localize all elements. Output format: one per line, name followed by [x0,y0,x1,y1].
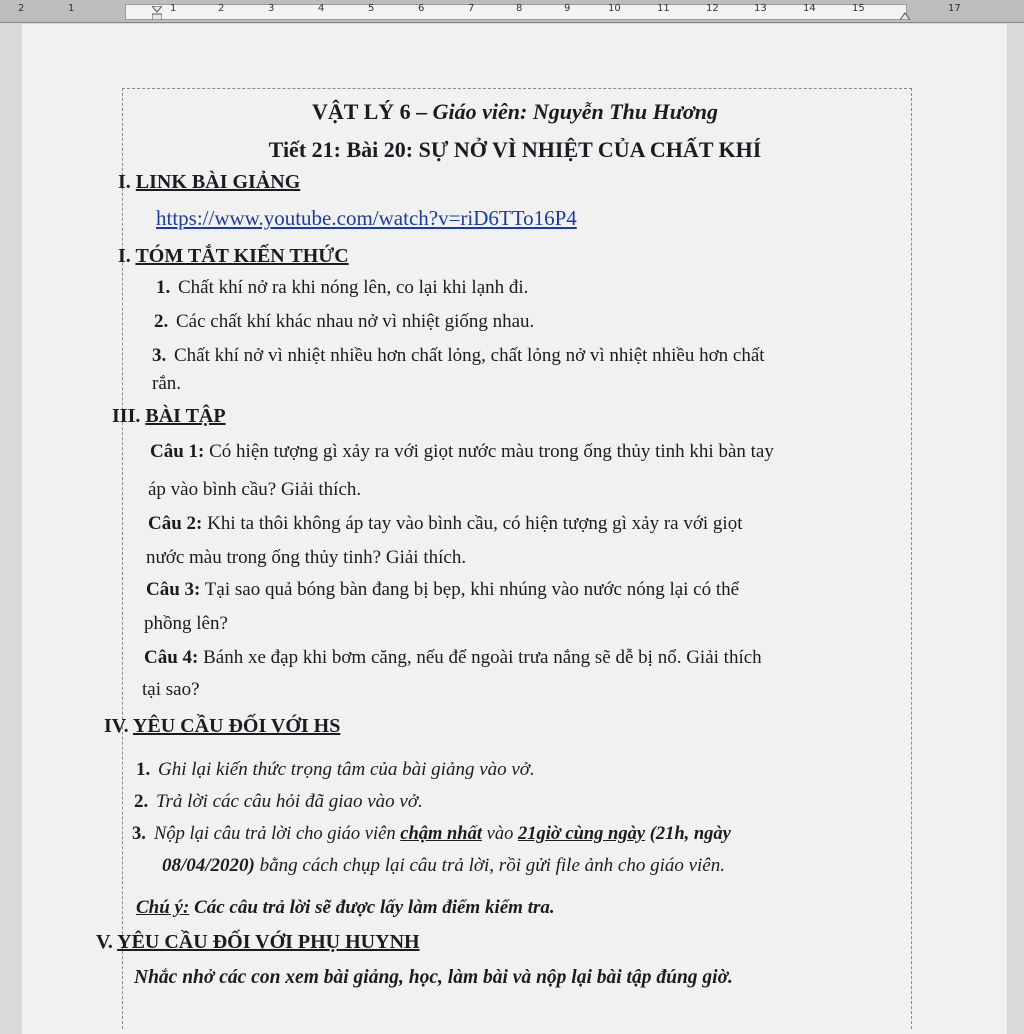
item-text: Nộp lại câu trả lời cho giáo viên [154,824,401,844]
item-text: (21h, ngày [645,824,731,844]
question-label: Câu 4: [144,647,199,668]
question-2 [148,512,743,536]
ruler-number: 1 [170,3,177,14]
youtube-link[interactable]: https://www.youtube.com/watch?v=riD6TTo16P4 [156,206,577,230]
item-number: 2. [154,311,169,332]
item-text: Ghi lại kiến thức trọng tâm của bài giảng vào vở. [158,759,535,780]
ruler-number: 1 [68,3,75,14]
question-text: Khi ta thôi không áp tay vào bình cầu, có hiện tượng gì xảy ra với giọt [207,513,743,534]
section-1-title: LINK BÀI GIẢNG [135,171,301,193]
section-5-title: YÊU CẦU ĐỐI VỚI PHỤ HUYNH [117,931,420,953]
ruler-number: 2 [18,3,25,14]
section-3-title: BÀI TẬP [145,405,226,427]
parent-instruction: Nhắc nhở các con xem bài giảng, học, làm bài và nộp lại bài tập đúng giờ. [134,967,733,988]
item-number: 3. [152,345,167,366]
lesson-title: Tiết 21: Bài 20: SỰ NỞ VÌ NHIỆT CỦA CHẤT KHÍ [268,137,762,162]
horizontal-ruler[interactable] [0,0,1024,23]
title-line-1 [120,100,910,124]
question-3-continuation: phồng lên? [144,613,228,634]
item-number: 2. [134,791,149,812]
item-text: Các chất khí khác nhau nở vì nhiệt giống nhau. [176,311,535,332]
question-2-continuation: nước màu trong ống thủy tinh? Giải thích. [146,547,467,568]
item-number: 3. [132,824,146,844]
list-item [156,276,528,300]
question-label: Câu 3: [146,579,201,600]
question-4 [144,646,762,670]
teacher-label: Giáo viên: Nguyễn Thu Hương [432,99,718,124]
item-text: vào [481,824,518,844]
ruler-number: 14 [803,3,816,14]
question-label: Câu 2: [148,513,203,534]
section-1-heading [118,170,300,194]
section-2-title: TÓM TẮT KIẾN THỨC [135,245,349,267]
ruler-number: 8 [516,3,523,14]
item-number: 1. [156,277,171,298]
ruler-number: 3 [268,3,275,14]
deadline-time-emphasis: 21giờ cùng ngày [517,824,646,844]
question-4-continuation: tại sao? [142,679,200,700]
section-5-roman: V. [96,931,113,953]
section-1-roman: I. [118,171,131,193]
ruler-number: 12 [706,3,719,14]
deadline-date: 08/04/2020) [162,855,255,876]
right-indent-marker-icon[interactable] [900,10,910,20]
item-text: Chất khí nở vì nhiệt nhiều hơn chất lỏng, chất lỏng nở vì nhiệt nhiều hơn chất [174,345,765,366]
section-2-heading [118,244,349,268]
note-label: Chú ý: [136,897,190,918]
question-text: Tại sao quả bóng bàn đang bị bẹp, khi nhúng vào nước nóng lại có thể [204,579,740,600]
list-item-continuation: rắn. [152,373,182,394]
note [136,896,555,920]
item-text: Trả lời các câu hỏi đã giao vào vở. [156,791,423,812]
list-item [154,310,534,334]
list-item-continuation [162,854,725,878]
question-3 [146,578,739,602]
section-5-heading [96,930,420,954]
ruler-number: 9 [564,3,571,14]
question-1 [150,440,774,464]
list-item [152,344,765,368]
section-4-roman: IV. [104,715,129,737]
item-number: 1. [136,759,151,780]
list-item [134,790,423,814]
ruler-number: 6 [418,3,425,14]
subject-label: VẬT LÝ 6 – [312,99,433,124]
ruler-number: 15 [852,3,865,14]
question-text: Có hiện tượng gì xảy ra với giọt nước màu trong ống thủy tinh khi bàn tay [209,441,774,462]
ruler-number: 13 [754,3,767,14]
list-item [136,758,535,782]
deadline-emphasis: chậm nhất [400,824,482,844]
question-1-continuation: áp vào bình cầu? Giải thích. [148,479,362,500]
item-text: Chất khí nở ra khi nóng lên, co lại khi lạnh đi. [178,277,529,298]
section-3-heading [112,404,226,428]
note-text: Các câu trả lời sẽ được lấy làm điểm kiểm tra. [189,897,555,918]
ruler-number: 17 [948,3,961,14]
left-indent-marker-icon[interactable] [152,6,162,20]
section-4-title: YÊU CẦU ĐỐI VỚI HS [132,715,341,737]
question-text: Bánh xe đạp khi bơm căng, nếu để ngoài trưa nắng sẽ dễ bị nổ. Giải thích [203,647,762,668]
question-label: Câu 1: [150,441,205,462]
section-3-roman: III. [112,405,141,427]
ruler-number: 4 [318,3,325,14]
list-item [132,822,731,846]
item-text: bằng cách chụp lại câu trả lời, rồi gửi file ảnh cho giáo viên. [254,855,725,876]
ruler-number: 5 [368,3,375,14]
ruler-number: 10 [608,3,621,14]
ruler-number: 7 [468,3,475,14]
ruler-number: 2 [218,3,225,14]
section-4-heading [104,714,340,738]
ruler-number: 11 [657,3,670,14]
section-2-roman: I. [118,245,131,267]
